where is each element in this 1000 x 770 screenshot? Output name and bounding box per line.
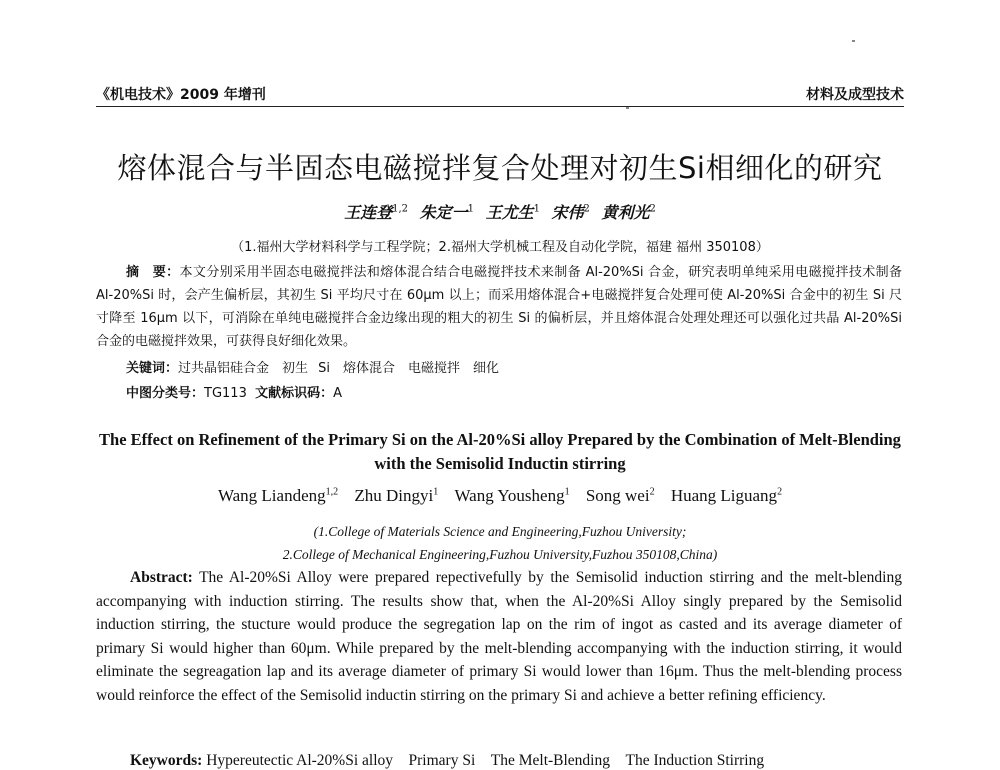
abstract-cn-label: 摘 要： xyxy=(126,265,180,280)
author-cn: 黄利光$^2$ xyxy=(601,203,656,222)
abstract-en xyxy=(96,566,902,707)
author-en: Wang Yousheng$^1$ xyxy=(454,486,570,505)
author-cn: 朱定一$^1$ xyxy=(419,203,474,222)
keywords-en xyxy=(130,748,902,770)
author-cn: 宋伟$^2$ xyxy=(551,203,590,222)
scan-speck xyxy=(852,40,855,42)
abstract-cn-text: 本文分别采用半固态电磁搅拌法和熔体混合结合电磁搅拌技术来制备 Al-20%Si 合金，研究表明单纯采用电磁搅拌技术制备 Al-20%Si 时，会产生偏析层，其初生 Si 平均尺寸在 60μm 以上；而采用熔体混合+电磁搅拌复合处理可使 Al-20%Si 合金中的初生 Si 尺寸降至 16μm 以下，可消除在单纯电磁搅拌合金边缘出现的粗大的初生 Si 的偏析层，并且熔体混合处理处理还可以强化过共晶 Al-20%Si 合金的电磁搅拌效果，可获得良好细化效果。 xyxy=(96,265,902,349)
affiliation-en-line2: 2.College of Mechanical Engineering,Fuzhou University,Fuzhou 350108,China) xyxy=(282,547,718,562)
keywords-cn xyxy=(126,357,499,376)
journal-name: 《机电技术》2009 年增刊 xyxy=(96,87,266,103)
keywords-cn-text: 过共晶铝硅合金 初生 Si 熔体混合 电磁搅拌 细化 xyxy=(178,361,500,376)
keywords-cn-label: 关键词： xyxy=(126,361,179,376)
doc-code-label: 文献标识码： xyxy=(255,386,334,401)
paper-title-cn: 熔体混合与半固态电磁搅拌复合处理对初生Si相细化的研究 xyxy=(117,151,883,185)
author-en: Huang Liguang$^2$ xyxy=(670,486,783,505)
classification-cn xyxy=(126,382,342,401)
clc-label: 中图分类号： xyxy=(126,386,205,401)
affiliation-cn: （1.福州大学材料科学与工程学院；2.福州大学机械工程及自动化学院，福建 福州 350108） xyxy=(231,240,769,255)
affiliation-en xyxy=(0,520,1000,566)
keywords-en-text: Hypereutectic Al-20%Si alloy Primary Si The Melt-Blending The Induction Stirring xyxy=(206,752,765,769)
running-header xyxy=(96,78,904,107)
author-en: Zhu Dingyi$^1$ xyxy=(354,486,439,505)
author-en: Wang Liandeng$^{1,2}$ xyxy=(217,486,339,505)
clc-value: TG113 xyxy=(204,386,247,401)
paper-title-en: The Effect on Refinement of the Primary Si on the Al-20%Si alloy Prepared by the Combination of Melt-Blending with the Semisolid Inductin stirring xyxy=(99,430,901,473)
abstract-en-text: The Al-20%Si Alloy were prepared repectivefully by the Semisolid induction stirring and the melt-blending accompanying with induction stirring. The results show that, when the Al-20%Si Alloy singly prepared by the Semisolid induction stirring, the stucture would produce the segregation lap on the rim of ingot as casted and its average diameter of primary Si would higher than 60μm. While prepared by the melt-blending accompanying with the induction stirring, it would eliminate the segreagation lap and its average diameter of primary Si would lower than 16μm. Thus the melt-blending process would reinforce the effect of the Semisolid inductin stirring on the primary Si and achieve a better refining efficiency. xyxy=(96,569,902,704)
abstract-cn xyxy=(96,261,902,353)
author-en: Song wei$^2$ xyxy=(585,486,655,505)
section-name: 材料及成型技术 xyxy=(806,87,904,103)
author-cn: 王尤生$^1$ xyxy=(485,203,540,222)
doc-code-value: A xyxy=(333,386,343,401)
author-list-en xyxy=(0,486,1000,506)
scan-speck xyxy=(626,107,629,109)
affiliation-en-line1: (1.College of Materials Science and Engineering,Fuzhou University; xyxy=(313,524,687,539)
author-list-cn xyxy=(0,200,1000,223)
author-cn: 王连登$^{1,2}$ xyxy=(344,203,409,222)
abstract-en-label: Abstract: xyxy=(130,569,193,586)
keywords-en-label: Keywords: xyxy=(130,752,203,769)
